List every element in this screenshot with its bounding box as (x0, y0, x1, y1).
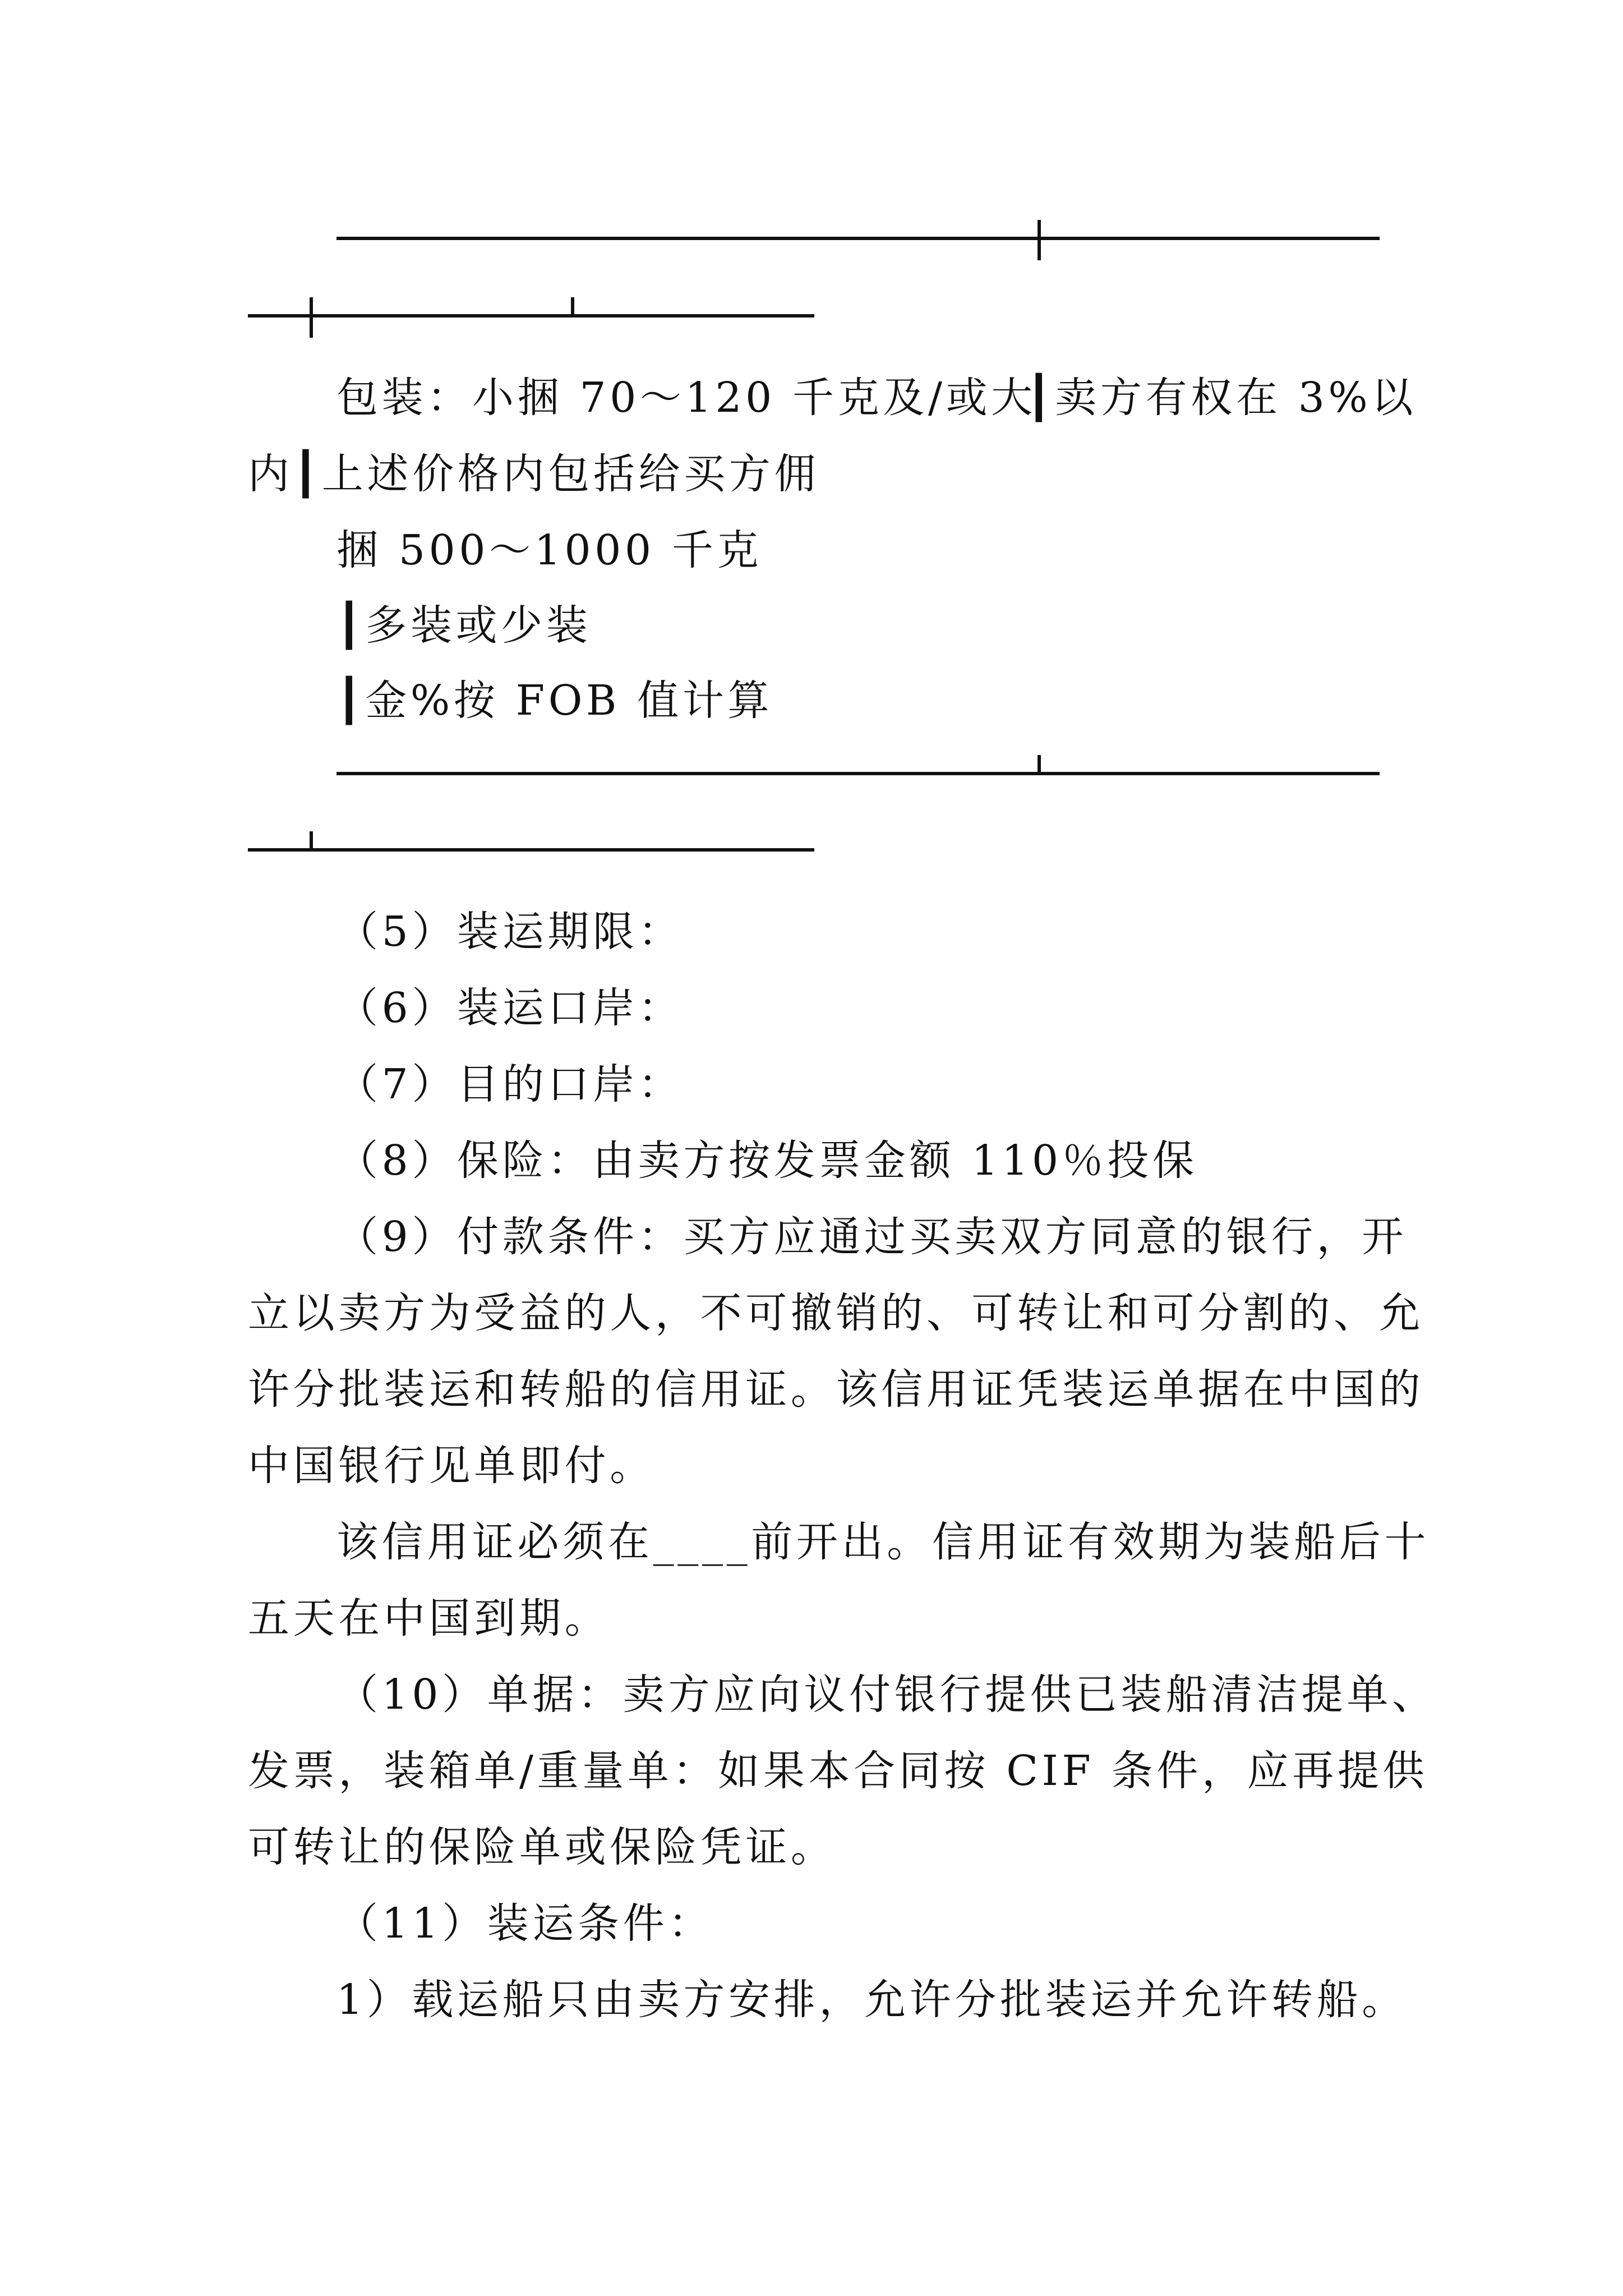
table-cross-tick (571, 297, 574, 315)
seller-option-cell-line: ┃多装或少装 (336, 601, 592, 650)
table-rule (336, 772, 1380, 775)
clause-payment-line: （9）付款条件：买方应通过买卖双方同意的银行，开 (336, 1213, 1407, 1261)
clause-documents-line: 发票，装箱单/重量单：如果本合同按 CIF 条件，应再提供 (248, 1747, 1428, 1795)
clause-insurance: （8）保险：由卖方按发票金额 110％投保 (336, 1137, 1198, 1185)
seller-option-cell-line: ┃卖方有权在 3%以 (1026, 374, 1417, 422)
clause-shipment-period: （5）装运期限： (336, 908, 684, 956)
commission-cell-line: ┃金%按 FOB 值计算 (336, 677, 773, 725)
clause-documents-line: （10）单据：卖方应向议付银行提供已装船清洁提单、 (336, 1671, 1437, 1719)
clause-documents-line: 可转让的保险单或保险凭证。 (248, 1823, 836, 1871)
clause-port-of-loading: （6）装运口岸： (336, 984, 684, 1032)
clause-shipment-terms-item: 1）载运船只由卖方安排，允许分批装运并允许转船。 (336, 1976, 1407, 2024)
clause-shipment-terms: （11）装运条件： (336, 1899, 714, 1948)
packing-cell-line: 捆 500～1000 千克 (336, 526, 763, 574)
table-cross-tick (1038, 220, 1041, 260)
clause-payment-line: 立以卖方为受益的人，不可撤销的、可转让和可分割的、允 (248, 1289, 1424, 1337)
table-rule (248, 848, 814, 852)
packing-cell-line: 包装：小捆 70～120 千克及/或大 (336, 374, 1036, 422)
letter-of-credit-line: 五天在中国到期。 (248, 1594, 610, 1642)
table-cross-tick (310, 831, 313, 849)
clause-payment-line: 中国银行见单即付。 (248, 1442, 655, 1490)
clause-payment-line: 许分批装运和转船的信用证。该信用证凭装运单据在中国的 (248, 1365, 1424, 1414)
letter-of-credit-line: 该信用证必须在____前开出。信用证有效期为装船后十 (336, 1518, 1430, 1566)
wrapped-cell-line: 内┃上述价格内包括给买方佣 (248, 450, 820, 498)
table-cross-tick (1038, 755, 1041, 773)
table-rule (248, 314, 814, 318)
clause-port-of-destination: （7）目的口岸： (336, 1060, 684, 1108)
table-cross-tick (310, 297, 313, 338)
table-rule (336, 237, 1380, 240)
